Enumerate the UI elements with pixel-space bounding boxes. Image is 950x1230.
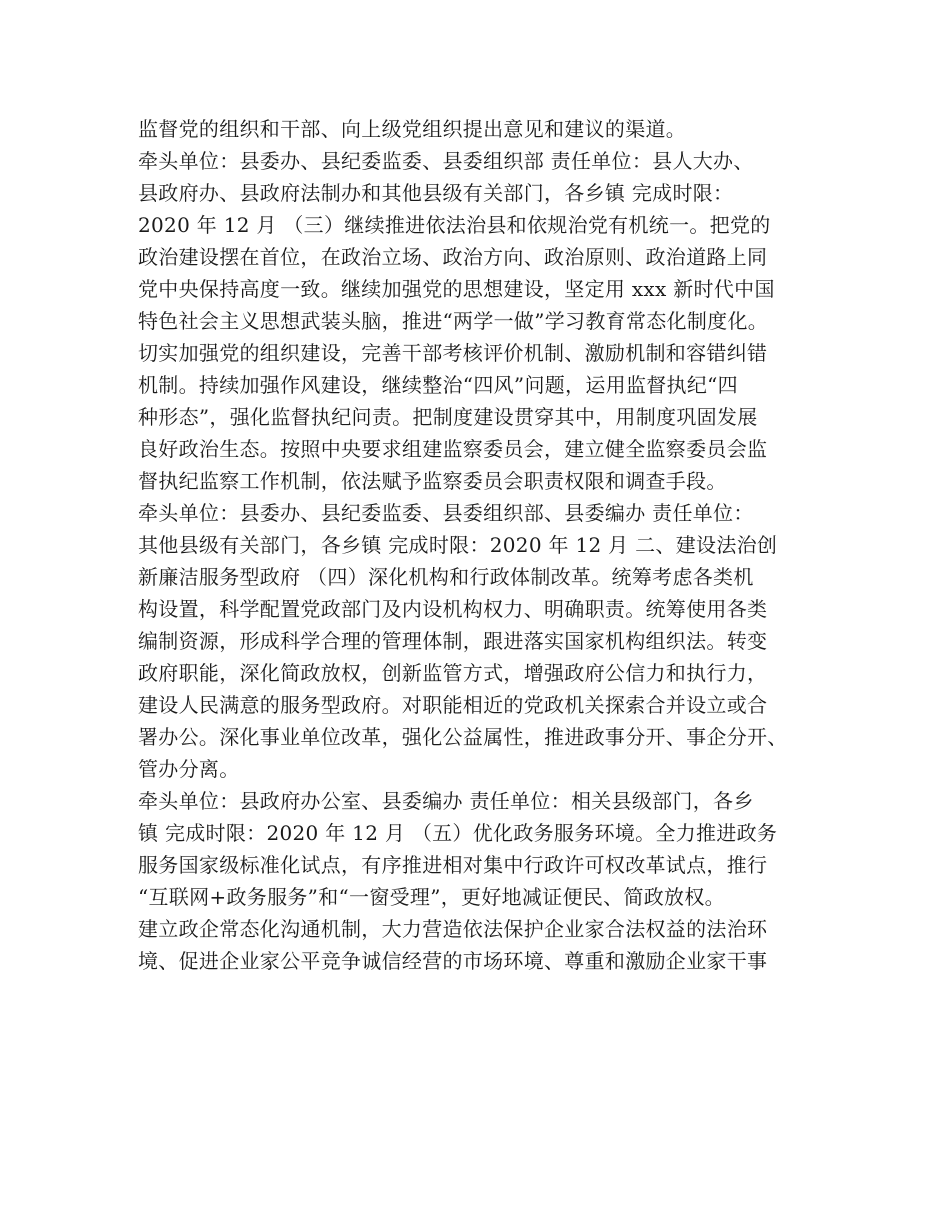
text-line: 县政府办、县政府法制办和其他县级有关部门，各乡镇 完成时限： bbox=[138, 181, 734, 205]
text-line: 种形态”，强化监督执纪问责。把制度建设贯穿其中，用制度巩固发展 bbox=[138, 405, 758, 429]
body-text bbox=[138, 113, 828, 977]
text-line: 服务国家级标准化试点，有序推进相对集中行政许可权改革试点，推行 bbox=[138, 853, 768, 877]
text-line: 党中央保持高度一致。继续加强党的思想建设，坚定用 xxx 新时代中国 bbox=[138, 277, 775, 301]
text-line: 良好政治生态。按照中央要求组建监察委员会，建立健全监察委员会监 bbox=[138, 437, 768, 461]
text-line: 牵头单位：县委办、县纪委监委、县委组织部 责任单位：县人大办、 bbox=[138, 149, 754, 173]
text-line: 建立政企常态化沟通机制，大力营造依法保护企业家合法权益的法治环 bbox=[138, 917, 768, 941]
text-line: 牵头单位：县政府办公室、县委编办 责任单位：相关县级部门，各乡 bbox=[138, 789, 754, 813]
text-line: 机制。持续加强作风建设，继续整治“四风”问题，运用监督执纪“四 bbox=[138, 373, 738, 397]
text-line: 新廉洁服务型政府 （四）深化机构和行政体制改革。统筹考虑各类机 bbox=[138, 565, 754, 589]
text-line: 署办公。深化事业单位改革，强化公益属性，推进政事分开、事企分开、 bbox=[138, 725, 788, 749]
text-line: 镇 完成时限：2020 年 12 月 （五）优化政务服务环境。全力推进政务 bbox=[138, 821, 778, 845]
text-line: 2020 年 12 月 （三）继续推进依法治县和依规治党有机统一。把党的 bbox=[138, 213, 771, 237]
text-line: 牵头单位：县委办、县纪委监委、县委组织部、县委编办 责任单位： bbox=[138, 501, 754, 525]
text-line: 编制资源，形成科学合理的管理体制，跟进落实国家机构组织法。转变 bbox=[138, 629, 768, 653]
text-line: 其他县级有关部门，各乡镇 完成时限：2020 年 12 月 二、建设法治创 bbox=[138, 533, 778, 557]
text-line: 建设人民满意的服务型政府。对职能相近的党政机关探索合并设立或合 bbox=[138, 693, 768, 717]
text-line: 构设置，科学配置党政部门及内设机构权力、明确职责。统筹使用各类 bbox=[138, 597, 768, 621]
text-line: 境、促进企业家公平竞争诚信经营的市场环境、尊重和激励企业家干事 bbox=[138, 949, 768, 973]
text-line: 管办分离。 bbox=[138, 757, 240, 781]
text-line: 切实加强党的组织建设，完善干部考核评价机制、激励机制和容错纠错 bbox=[138, 341, 768, 365]
text-line: 政治建设摆在首位，在政治立场、政治方向、政治原则、政治道路上同 bbox=[138, 245, 768, 269]
text-line: 特色社会主义思想武装头脑，推进“两学一做”学习教育常态化制度化。 bbox=[138, 309, 769, 333]
text-line: 监督党的组织和干部、向上级党组织提出意见和建议的渠道。 bbox=[138, 117, 687, 141]
text-line: “互联网+政务服务”和“一窗受理”，更好地减证便民、简政放权。 bbox=[138, 885, 725, 909]
text-line: 政府职能，深化简政放权，创新监管方式，增强政府公信力和执行力， bbox=[138, 661, 768, 685]
text-line: 督执纪监察工作机制，依法赋予监察委员会职责权限和调查手段。 bbox=[138, 469, 727, 493]
